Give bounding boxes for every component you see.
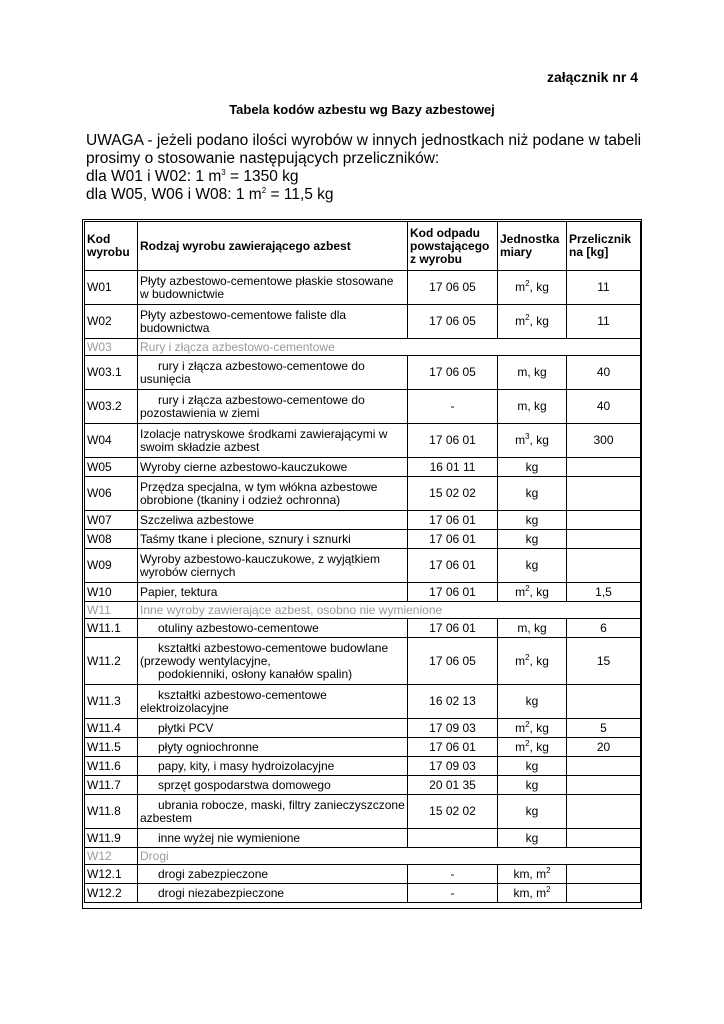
row-unit: $m^2$, kg (498, 719, 567, 738)
table-row (85, 619, 641, 638)
row-factor (567, 884, 641, 903)
table-row (85, 390, 641, 424)
row-code: W03.2 (85, 390, 138, 424)
row-name: Wyroby cierne azbestowo-kauczukowe (138, 458, 408, 477)
row-code: W11.9 (85, 829, 138, 848)
row-unit: km, $m^2$ (498, 884, 567, 903)
row-name: Szczeliwa azbestowe (138, 511, 408, 530)
row-code: W11.4 (85, 719, 138, 738)
row-factor: 6 (567, 619, 641, 638)
row-unit: $m^2$, kg (498, 271, 567, 305)
row-waste-code: 17 06 01 (408, 583, 498, 602)
row-code: W07 (85, 511, 138, 530)
row-name: Wyroby azbestowo-kauczukowe, z wyjątkiem wyrobów ciernych (138, 549, 408, 583)
header-code: Kod wyrobu (85, 222, 138, 271)
row-name-text: drogi zabezpieczone (158, 866, 269, 881)
row-unit: kg (498, 511, 567, 530)
row-unit: kg (498, 829, 567, 848)
row-unit: kg (498, 477, 567, 511)
row-code: W11.7 (85, 776, 138, 795)
row-factor (567, 530, 641, 549)
row-name-text: otuliny azbestowo-cementowe (158, 620, 319, 635)
row-code: W06 (85, 477, 138, 511)
row-waste-code: - (408, 390, 498, 424)
table-row (85, 458, 641, 477)
table-row (85, 829, 641, 848)
table-row (85, 356, 641, 390)
row-unit: kg (498, 530, 567, 549)
table-body (85, 271, 641, 903)
row-name-text: inne wyżej nie wymienione (158, 830, 301, 845)
row-factor: 15 (567, 638, 641, 685)
row-name (138, 865, 408, 884)
row-factor: 300 (567, 424, 641, 458)
row-code: W09 (85, 549, 138, 583)
table-row (85, 305, 641, 339)
row-unit: m, kg (498, 619, 567, 638)
row-factor: 1,5 (567, 583, 641, 602)
row-code: W11.2 (85, 638, 138, 685)
row-waste-code: 17 06 01 (408, 619, 498, 638)
row-code: W11.1 (85, 619, 138, 638)
row-name-line: (przewody wentylacyjne, (140, 653, 271, 668)
row-factor (567, 829, 641, 848)
row-waste-code (408, 829, 498, 848)
row-waste-code: 17 06 05 (408, 638, 498, 685)
row-name (138, 356, 408, 390)
row-waste-code: 16 02 13 (408, 685, 498, 719)
row-name (138, 390, 408, 424)
row-unit: kg (498, 549, 567, 583)
row-unit: km, $m^2$ (498, 865, 567, 884)
row-code: W12 (85, 848, 138, 865)
row-waste-code: 17 06 01 (408, 530, 498, 549)
row-waste-code: 17 06 05 (408, 356, 498, 390)
row-name-line: podokienniki, osłony kanałów spalin) (158, 666, 353, 681)
row-name (138, 685, 408, 719)
document-title: Tabela kodów azbestu wg Bazy azbestowej (229, 102, 495, 117)
row-factor (567, 795, 641, 829)
annex-label: załącznik nr 4 (546, 69, 638, 85)
table-row (85, 530, 641, 549)
row-unit: m, kg (498, 356, 567, 390)
row-code: W11.8 (85, 795, 138, 829)
row-name-text: kształtki azbestowo-cementowe elektroizolacyjne (140, 687, 327, 715)
row-waste-code: 15 02 02 (408, 477, 498, 511)
row-name-text: papy, kity, i masy hydroizolacyjne (158, 758, 335, 773)
row-name: Płyty azbestowo-cementowe płaskie stosowane w budownictwie (138, 271, 408, 305)
row-name (138, 884, 408, 903)
row-code: W02 (85, 305, 138, 339)
row-waste-code: - (408, 865, 498, 884)
row-factor (567, 511, 641, 530)
note-line-2: prosimy o stosowanie następujących przeliczników: (86, 150, 440, 167)
row-factor: 40 (567, 356, 641, 390)
row-waste-code: 15 02 02 (408, 795, 498, 829)
row-name-text: rury i złącza azbestowo-cementowe do usunięcia (140, 358, 365, 386)
conversion-note (86, 132, 646, 204)
table-group-row (85, 339, 641, 356)
row-name (138, 719, 408, 738)
row-waste-code: 17 09 03 (408, 757, 498, 776)
row-waste-code: 17 06 05 (408, 305, 498, 339)
row-name (138, 795, 408, 829)
table-row (85, 719, 641, 738)
row-name (138, 829, 408, 848)
row-factor (567, 549, 641, 583)
row-code: W11.3 (85, 685, 138, 719)
row-factor (567, 865, 641, 884)
row-unit: kg (498, 685, 567, 719)
row-name (138, 619, 408, 638)
row-name-text: ubrania robocze, maski, filtry zanieczyszczone azbestem (140, 797, 405, 825)
table-row (85, 795, 641, 829)
header-unit: Jednostka miary (498, 222, 567, 271)
row-name: Przędza specjalna, w tym włókna azbestowe obrobione (tkaniny i odzież ochronna) (138, 477, 408, 511)
row-code: W08 (85, 530, 138, 549)
row-unit: kg (498, 795, 567, 829)
row-unit: $m^2$, kg (498, 738, 567, 757)
row-group-name: Drogi (138, 848, 641, 865)
table-row (85, 638, 641, 685)
row-factor: 11 (567, 271, 641, 305)
header-waste-code: Kod odpadu powstającego z wyrobu (408, 222, 498, 271)
row-waste-code: 20 01 35 (408, 776, 498, 795)
asbestos-codes-table (84, 221, 641, 903)
row-code: W10 (85, 583, 138, 602)
row-unit: $m^2$, kg (498, 305, 567, 339)
row-group-name: Rury i złącza azbestowo-cementowe (138, 339, 641, 356)
row-name (138, 757, 408, 776)
row-unit: $m^3$, kg (498, 424, 567, 458)
row-waste-code: 16 01 11 (408, 458, 498, 477)
row-code: W01 (85, 271, 138, 305)
row-name (138, 738, 408, 757)
row-name (138, 638, 408, 685)
row-code: W11 (85, 602, 138, 619)
row-name: Papier, tektura (138, 583, 408, 602)
row-factor: 20 (567, 738, 641, 757)
row-name-text: drogi niezabezpieczone (158, 885, 285, 900)
table-group-row (85, 848, 641, 865)
row-waste-code: 17 06 01 (408, 549, 498, 583)
table-row (85, 738, 641, 757)
row-waste-code: 17 06 01 (408, 511, 498, 530)
row-waste-code: 17 09 03 (408, 719, 498, 738)
row-name: Izolacje natryskowe środkami zawierającymi w swoim składzie azbest (138, 424, 408, 458)
table-header-row (85, 222, 641, 271)
row-waste-code: 17 06 01 (408, 738, 498, 757)
row-name-text: rury i złącza azbestowo-cementowe do pozostawienia w ziemi (140, 392, 365, 420)
table-row (85, 477, 641, 511)
row-factor: 40 (567, 390, 641, 424)
row-factor (567, 458, 641, 477)
note-line-4: dla W05, W06 i W08: 1 $m^2 = 11,5$ kg (86, 185, 334, 203)
row-name: Płyty azbestowo-cementowe faliste dla budownictwa (138, 305, 408, 339)
row-name (138, 776, 408, 795)
row-unit: kg (498, 757, 567, 776)
row-code: W04 (85, 424, 138, 458)
row-name-text: płyty ogniochronne (158, 739, 259, 754)
row-waste-code: 17 06 05 (408, 271, 498, 305)
table-row (85, 865, 641, 884)
row-code: W12.1 (85, 865, 138, 884)
row-code: W11.6 (85, 757, 138, 776)
table-row (85, 424, 641, 458)
table-group-row (85, 602, 641, 619)
table-row (85, 583, 641, 602)
table-row (85, 776, 641, 795)
row-code: W03 (85, 339, 138, 356)
row-name-text: płytki PCV (158, 720, 214, 735)
row-unit: kg (498, 776, 567, 795)
row-factor: 5 (567, 719, 641, 738)
row-code: W12.2 (85, 884, 138, 903)
table-row (85, 511, 641, 530)
header-factor: Przelicznik na [kg] (567, 222, 641, 271)
header-name: Rodzaj wyrobu zawierającego azbest (138, 222, 408, 271)
note-line-1: UWAGA - jeżeli podano ilości wyrobów w innych jednostkach niż podane w tabeli (86, 132, 642, 149)
row-name-text: sprzęt gospodarstwa domowego (158, 777, 331, 792)
row-name-line: kształtki azbestowo-cementowe budowlane (158, 640, 389, 655)
row-unit: m, kg (498, 390, 567, 424)
row-group-name: Inne wyroby zawierające azbest, osobno nie wymienione (138, 602, 641, 619)
row-code: W11.5 (85, 738, 138, 757)
row-unit: kg (498, 458, 567, 477)
row-code: W03.1 (85, 356, 138, 390)
table-row (85, 757, 641, 776)
row-factor (567, 477, 641, 511)
row-factor: 11 (567, 305, 641, 339)
note-line-3: dla W01 i W02: 1 $m^3 = 1350$ kg (86, 167, 299, 185)
row-name: Taśmy tkane i plecione, sznury i sznurki (138, 530, 408, 549)
row-unit: $m^2$, kg (498, 638, 567, 685)
row-code: W05 (85, 458, 138, 477)
row-factor (567, 685, 641, 719)
row-waste-code: - (408, 884, 498, 903)
table-row (85, 549, 641, 583)
table-row (85, 884, 641, 903)
row-unit: $m^2$, kg (498, 583, 567, 602)
row-factor (567, 776, 641, 795)
row-factor (567, 757, 641, 776)
table-row (85, 685, 641, 719)
table-row (85, 271, 641, 305)
row-waste-code: 17 06 01 (408, 424, 498, 458)
